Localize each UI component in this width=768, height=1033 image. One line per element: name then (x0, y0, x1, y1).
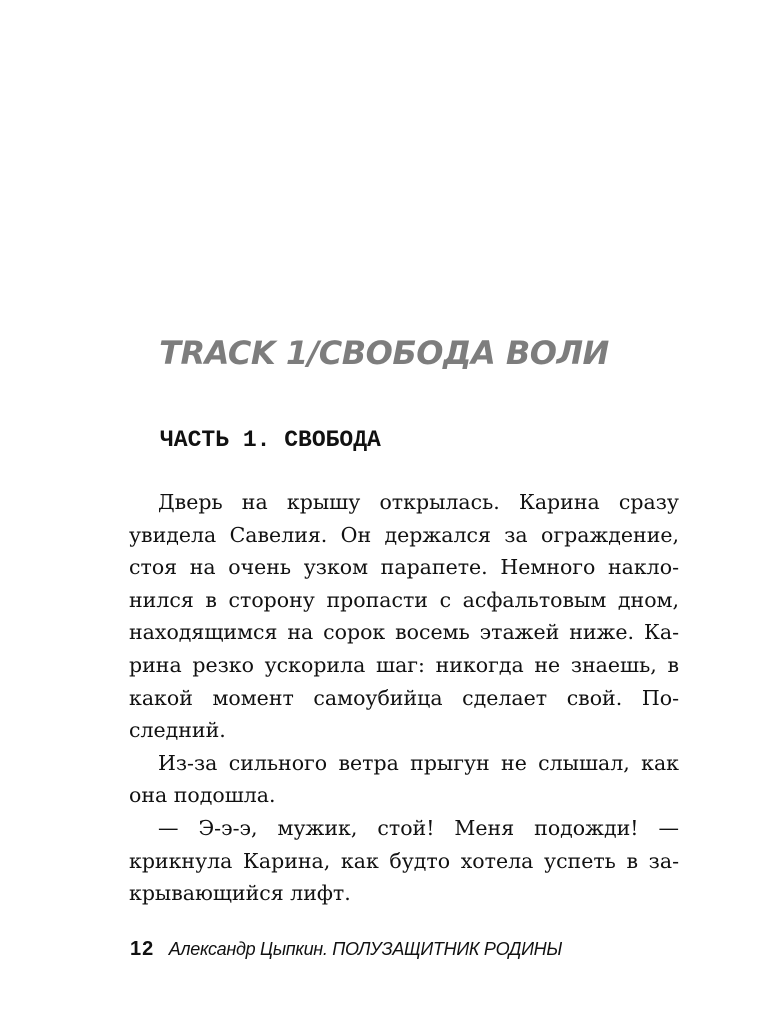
running-title: Александр Цыпкин. ПОЛУЗАЩИТНИК РОДИНЫ (168, 939, 563, 959)
body-text (129, 486, 679, 910)
paragraph: Дверь на крышу открылась. Карина сразу увидела Савелия. Он держался за ограждение, стоя на очень узком парапете. Немного наклонился в сторону пропасти с асфальтовым дном, находящимся на сорок восемь этажей ниже. Карина резко ускорила шаг: никогда не знаешь, в какой момент самоубийца сделает свой. Последний. (129, 490, 679, 743)
section-title: ЧАСТЬ 1. СВОБОДА (160, 427, 381, 453)
paragraph: Из-за сильного ветра прыгун не слышал, как она подошла. (129, 750, 679, 808)
page-footer (130, 938, 562, 961)
page-number: 12 (130, 938, 155, 960)
paragraph: — Э-э-э, мужик, стой! Меня подожди! — крикнула Карина, как будто хотела успеть в закрывающийся лифт. (129, 815, 679, 906)
chapter-title: TRACK 1/СВОБОДА ВОЛИ (159, 334, 609, 372)
